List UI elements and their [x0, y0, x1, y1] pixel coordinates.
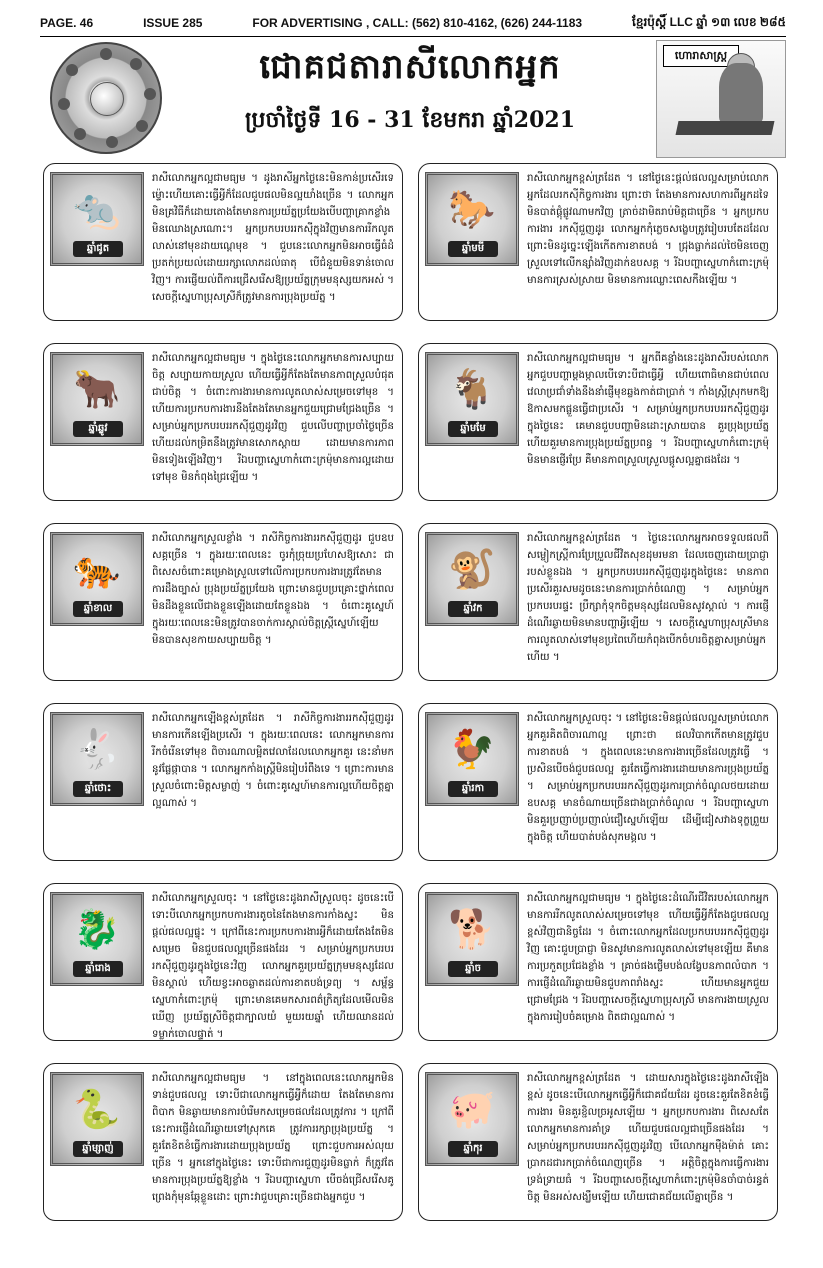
zodiac-year-label: ឆ្នាំថោះ — [73, 781, 123, 797]
goat-icon — [425, 352, 519, 446]
page-header — [40, 10, 786, 37]
masthead — [40, 40, 786, 158]
sun-icon — [90, 82, 124, 116]
horoscope-text: រាសីលោកអ្នកខ្ពស់ត្រដែត ។ នៅថ្ងៃនេះផ្ដល់ផលល្អសម្រាប់លោកអ្នកដែលរកស៊ីកិច្ចការងារ ព្រោះថា តែងមានការសហការពីអ្នកដទៃ មិនបាត់ផ្ដុំផ្លូវណាមកវិញ ត្រាច់ដាមិតរាប់មិត្តជាច្រើន ។ អ្នកប្រកបការងារ រកស៊ីជួញដូរ លោកអ្នកកុំភ្លេចសង្ខេបត្រូវរៀបរបតែដដែល ព្រោះមិនដូច្នេះឡើងកើតការខាតបង់ ។ ជ្រុងធ្លាក់ដល់ថៃមិនចេញស្រួលទៅលើកន្សាំងវិញដាក់ឧបសគ្គ ។ រីឯបញ្ហាស្នេហាកំពោះក្រម៉ុមានការស្រស់ស្រាយ មិនមានការឈ្លោះពេសកឹងឡើយ ។ — [527, 173, 769, 286]
page-title: ជោគជតារាសីលោកអ្នក — [259, 47, 561, 87]
horoscope-card — [418, 523, 778, 681]
zodiac-year-label: ឆ្នាំកុរ — [448, 1141, 498, 1157]
page-number: PAGE. 46 — [40, 16, 94, 30]
pig-icon — [425, 1072, 519, 1166]
horoscope-text: រាសីលោកអ្នកខ្ពស់ត្រដែត ។ ថ្ងៃនេះលោកអ្នកអាចទទួលផលពីសម្លៀកស្ត្រីការប្រែប្រួលជីវិតសុខដុមរមនា ដែលចេញដោយប្រាជ្ញារបស់ខ្លួនឯង ។ អ្នកប្រកបរបររកស៊ីជួញដូរក្នុងថ្ងៃនេះ មានភាពប្រសើរគួរសមដូចនេះមានការប្រាក់ចំណេញ ។ សម្រាប់អ្នកប្រកបរបរផ្ទះ ប្រឹក្សាកុំទុកចិត្តមនុស្សដែលមិនសូវស្គាល់ ។ ការផ្ញើដំណើរឆ្ងាយមិនមានបញ្ហាអ្វីឡើយ ។ សេចក្ដីស្នេហាប្រុសស្រីមានការលូតលាស់ទៅមុខប្រពៃហើយកំពុងបើកចំហរចិត្តគ្នាសម្រាប់អ្នកហើយ ។ — [527, 533, 769, 663]
horoscope-text: រាសីលោកអ្នកស្រួលខ្លាំង ។ រាសីកិច្ចការងាររកស៊ីជួញដូរ ជួបឧបសគ្គច្រើន ។ ក្នុងរយៈពេលនេះ ចូរកុំច្រុយប្រហែសឱ្យសោះ ជាពិសេសចំពោះគម្រោងស្រួលទៅលើការប្រកបការងារត្រូវតែមានការដឹងច្បាស់ ប្រុងប្រយ័ត្នប្រយែង ព្រោះមានជួបប្រគ្រោះថ្នាក់ពេលមិនដឹងខ្លួនលើជាងខ្លួនឡើងដោយតែខ្លួនឯង ។ ចំពោះគូស្នេហ៍ក្នុងរយៈពេលនេះមិនត្រូវបានចាក់ការស្គាល់ចិត្តស្ត្រីស្នេហ៍ឡើយ មិនបានសុខកាយសប្បាយចិត្ត ។ — [152, 533, 394, 646]
horoscope-card — [418, 163, 778, 321]
zodiac-animal-glyph: 🐒 — [448, 547, 496, 591]
horoscope-card — [43, 523, 403, 681]
desk-icon — [676, 121, 775, 135]
zodiac-animal-glyph: 🐍 — [73, 1087, 121, 1131]
horoscope-card — [43, 883, 403, 1041]
horoscope-text: រាសីលោកអ្នកល្អជាមធ្យម ។ ក្នុងថ្ងៃនេះដំណើរជីវិតរបស់លោកអ្នកមានការរីកលូតលាស់សម្រេចទៅមុខ ហើយធ្វើអ្វីក៏តែងជួបផលល្អខ្ពស់វិញជានិច្ចដែរ ។ ចំពោះលោកអ្នកដែលប្រកបរបររកស៊ីជួញដូរវិញ គោះជួបប្រាជ្ញា មិនសូវមានការលូតលាស់ទៅមុខឡើយ គឺមានការប្រកួតប្រជែងខ្លាំង ។ គ្រាច់ផងថ្លើមបង់លង្វែបនភាពលំបាក ។ ការផ្ញើដំណើរឆ្ងាយមិនជួបភាពរាំងស្ទះ ហើយមានអ្នកជួយជ្រោមជ្រែង ។ រីឯបញ្ហាសេចក្ដីស្នេហាប្រុសស្រី មានការងាយស្រួលក្នុងការរៀបចំគម្រោង ពិតជាល្អណាស់ ។ — [527, 893, 769, 1023]
zodiac-animal-glyph: 🐅 — [73, 547, 121, 591]
zodiac-animal-glyph: 🐀 — [73, 187, 121, 231]
publisher-line: ខ្មែរប៉ុស្ដិ៍ LLC ឆ្នាំ ១៣ លេខ ២៨៥ — [632, 15, 786, 29]
zodiac-year-label: ឆ្នាំរោង — [73, 961, 123, 977]
zodiac-year-label: ឆ្នាំរកា — [448, 781, 498, 797]
zodiac-animal-glyph: 🐖 — [448, 1087, 496, 1131]
astrologer-figure-icon — [719, 63, 763, 123]
monkey-icon — [425, 532, 519, 626]
zodiac-wheel-icon — [50, 42, 162, 154]
horoscope-text: រាសីលោកអ្នកល្អជាមធ្យម ។ ដូងរាសីអ្នកថ្ងៃនេះមិនកាន់ប្រសើរទេ ម្ទ៉ោះហើយគោះធ្វើអ្វីក៏ដែលជួបផលមិនល្អយាំងច្រើន ។ លោកអ្នកមិនគ្រវិធីក៏ដោយតោងតែមានការប្រយ័ត្នប្រយែងបើបញ្ហាគ្រាកខ្លាំងមិនឈោងស្រណោះ។ អ្នកប្រកបរបររកស៊ីក្នុងវិញមានការរីកលូតលាស់នៅមុខដាយណ្ដេមុខ ។ ជួបនេះលោកអ្នកមិនអាចធ្វើធំដំ ប្រតក់ប្រយល់ដោយរក្សាលោភដល់ធាតុ បើជំនួយមិនទាន់ចោលវិញ។ ការផ្ញើយល់ពីការជ្រើសរើសឱ្យប្រយ័ត្នក្រុមមនុស្សយកអស់ ។ សេចក្ដីស្នេហាប្រុសស្រីក៏ត្រូវមានការប្រុងប្រយ័ត្ន ។ — [152, 173, 395, 303]
zodiac-year-label: ឆ្នាំមមែ — [448, 421, 498, 437]
horoscope-text: រាសីលោកអ្នកខ្ពស់ត្រដែត ។ ដោយសារក្នុងថ្ងៃនេះដូងរាសីឡើងខ្ពស់ ដូចនេះបើលោកអ្នកធ្វើអ្វីក៏ជោគជ័យដែរ ដូចនេះគួរតែខិតខំធ្វើការងារ មិនគួរខ្ជិលច្រអូសឡើយ ។ អ្នកប្រកបការងារ ពិសេសតែលោកអ្នកមានការគាំទ្រ ហើយជួបផលល្អជាច្រើនផងដែរ ។ សម្រាប់អ្នកប្រកបរបររកស៊ីជួញដូរវិញ បើលោកអ្នកម៉ឺងម៉ាត់ គោះប្រាកដជារកប្រាក់ចំណេញច្រើន ។ អត្តិចិត្តក្នុងការធ្វើការងារទ្រង់ទ្រាយធំ ។ រីឯបញ្ហាសេចក្ដីស្នេហាកំពោះក្រម៉ុមិនចាំបាច់រន្ធត់ចិត្ត មិនអស់សង្ឃឹមឡើយ ហើយជោគជ័យលើគ្នាច្រើន ។ — [527, 1073, 769, 1203]
issue-number: ISSUE 285 — [143, 16, 203, 30]
page-subtitle: ប្រចាំថ្ងៃទី 16 - 31 ខែមករា ឆ្នាំ2021 — [244, 107, 576, 133]
horoscope-text: រាសីលោកអ្នកល្អជាមធ្យម ។ នៅក្នុងពេលនេះលោកអ្នកមិនទាន់ជួបផលល្អ ទោះបីជាលោកអ្នកធ្វើអ្វីក៏ដោយ តែងតែមានការពិបាក មិនឆ្ងាយមានការបំរើមកសម្រេចផលដែលត្រូវការ ។ ក្រៅពីនេះការផ្ញើដំណើរឆ្ងាយទៅស្រុកគេ ត្រូវការរក្សាប្រុងប្រយ័ត្ន ។ គួរតែខិតខំធ្វើការងារដោយប្រុងប្រយ័ត្ន ព្រោះជួបការអស់លុយច្រើន ។ អ្នកនៅក្នុងថ្ងៃនេះ ទោះបីជាការជួញដូរមិនធ្លាក់ ក៏ត្រូវតែមានការប្រុងប្រយ័ត្នឱ្យខ្លាំង ។ រីឯបញ្ហាស្នេហា បើចង់ជ្រើសរើសគូព្រេងកុំមុនឆ្កែខ្លួនដោះ ព្រោះវាជួបគ្រោះច្រើនជាងអ្នកជួប ។ — [152, 1073, 394, 1203]
dog-icon — [425, 892, 519, 986]
astrology-badge: ហោរាសាស្ត្រ — [663, 45, 739, 67]
zodiac-animal-glyph: 🐎 — [448, 187, 496, 231]
horoscope-card — [418, 1063, 778, 1221]
horoscope-card — [418, 343, 778, 501]
horoscope-card — [43, 343, 403, 501]
horoscope-text: រាសីលោកអ្នកស្រួលចុះ ។ នៅថ្ងៃនេះដូងរាសីស្រួលចុះ ដូចនេះបើទោះបីលោកអ្នកប្រកបការងារតូចនៃតែងមានការកាំងស្ទះ មិនផ្ដល់ផលល្អផ្ទុះ ។ ក្រៅពីនេះការប្រកបការងារអ្វីក៏ដោយតែងតែមិនសម្រេច មិនជួបផលល្អច្រើនផងដែរ ។ សម្រាប់អ្នកប្រកបរបររកស៊ីជួញដូរក្នុងថ្ងៃនេះវិញ លោកអ្នកគួរប្រយ័ត្នក្រុមមនុស្សដែលមិនស្គាល់ ហើយខ្វះអាចឆ្លាតដល់ការខាតបង់ទ្រព្យ ។ សម្ព័ន្ធស្នេហាកំពោះក្រម៉ុ ព្រោះមានគេមកសារពត៌ក្រិត្យដែលមើលមិនឃើញ ប្រយ័ត្នស្រីចិត្តជាក្បាលយំ មួយរយឆ្នាំ ហើយឈានដល់ទម្លាក់ចោលផ្ទាត់ ។ — [152, 893, 394, 1040]
horoscope-card — [418, 703, 778, 861]
astrologer-illustration — [656, 40, 786, 158]
horse-icon — [425, 172, 519, 266]
horoscope-card — [43, 703, 403, 861]
ox-icon — [50, 352, 144, 446]
rooster-icon — [425, 712, 519, 806]
horoscope-card — [43, 1063, 403, 1221]
zodiac-year-label: ឆ្នាំខាល — [73, 601, 123, 617]
tiger-icon — [50, 532, 144, 626]
zodiac-animal-glyph: 🐐 — [448, 367, 496, 411]
zodiac-year-label: ឆ្នាំជូត — [73, 241, 123, 257]
zodiac-animal-glyph: 🐕 — [448, 907, 496, 951]
advertising-line: FOR ADVERTISING , CALL: (562) 810-4162, (626) 244-1183 — [252, 16, 583, 30]
snake-icon — [50, 1072, 144, 1166]
zodiac-year-label: ឆ្នាំមមី — [448, 241, 498, 257]
dragon-icon — [50, 892, 144, 986]
horoscope-text: រាសីលោកអ្នកល្អជាមធ្យម ។ អ្នកពីគន្លាំងនេះដូងរាសីរបស់លោកអ្នកជួបបញ្ហាម្ដងម្កាលបើទោះបីជាធ្វើអ្វី ហើយពោធិមានជាប់ពេលវេលាប្រជាំទាំងនឹងនាំផ្ញើមុខឆ្លងកាត់ជាប្រាក់ ។ កាំងស្ត្រីស្រុកមកឱ្យឱកាសមកផ្លួនធ្វើជាប្រសើរ ។ សម្រាប់អ្នកប្រកបរបររកស៊ីជួញដូរក្នុងថ្ងៃនេះ គេមានជួបបញ្ហាមិនដោះស្រាយបាន គួរប្រុងប្រយ័ត្ន ហើយគួរមានការប្រុងប្រយ័ត្នប្រពន្ធ ។ រីឯបញ្ហាស្នេហាកំពោះក្រម៉ុមិនមានផ្ញើរប្រែ គឺមានភាពស្រួលស្រួលផ្ដូសល្អគ្នាផងដែរ ។ — [527, 353, 769, 466]
zodiac-animal-glyph: 🐇 — [73, 727, 121, 771]
horoscope-card — [418, 883, 778, 1041]
zodiac-year-label: ឆ្នាំឆ្លូវ — [73, 421, 123, 437]
zodiac-year-label: ឆ្នាំវក — [448, 601, 498, 617]
horoscope-text: រាសីលោកអ្នកស្រួលចុះ ។ នៅថ្ងៃនេះមិនផ្ដល់ផលល្អសម្រាប់លោកអ្នកគួរគិតពិចារណាល្អ ព្រោះថា ផលវិបាកកើតមានត្រូវជួបការខាតបង់ ។ ក្នុងពេលនេះមានការងារច្រើនដែលត្រូវធ្វើ ។ ប្រសិនបើចង់ជួបផលល្អ គួរតែធ្វើការងារដោយមានការប្រុងប្រយ័ត្ន ។ សម្រាប់អ្នកប្រកបរបររកស៊ីជួញដូរការប្រាក់ចំណូលថយដោយឧបសគ្គ មានចំណាយច្រើនជាងប្រាក់ចំណូល ។ រីឯបញ្ហាស្នេហាមិនគួរប្រញាប់ប្រញាល់ជឿស្នេហ៍ឡើយ ដើម្បីជៀសវាងទុក្ខព្រួយក្នុងចិត្ត ហើយបាត់បង់សុភមង្គល ។ — [527, 713, 769, 843]
horoscope-card — [43, 163, 403, 321]
zodiac-year-label: ឆ្នាំច — [448, 961, 498, 977]
horoscope-text: រាសីលោកអ្នកឡើងខ្ពស់ត្រដែត ។ រាសីកិច្ចការងាររកស៊ីជួញដូរមានការកើនឡើងប្រសើរ ។ ក្នុងរយៈពេលនេះ លោកអ្នកមានការរីកចំរើនទៅមុខ ពិចារណាលម្អិតវេលាដែលលោកអ្នកគួរ នេះនាំមកនូវផ្លែផ្កាបាន ។ លោកអ្នកកាំងស្ត្រីមិនរៀបរំពឹងទេ ។ ព្រោះការមានស្រួលចំពោះមិត្តសម្លាញ់ ។ ចំពោះគូស្នេហ៍មានការល្អហើយចិត្តគ្នាល្អណាស់ ។ — [152, 713, 394, 809]
zodiac-year-label: ឆ្នាំម្សាញ់ — [73, 1141, 123, 1157]
horoscope-text: រាសីលោកអ្នកល្អជាមធ្យម ។ ក្នុងថ្ងៃនេះលោកអ្នកមានការសប្បាយចិត្ត សប្បាយកាយស្រួល ហើយធ្វើអ្វីក៏តែងតែមានភាពស្រួលបំផុតជាប់ចិត្ត ។ ចំពោះការងារមានការលូតលាស់សម្រេចទៅមុខ ។ ហើយការប្រកបការងារនឹងតែងតែមានអ្នកជួយជ្រោមជ្រែងច្រើន ។ សម្រាប់អ្នកប្រកបរបររកស៊ីជួញដូរវិញ ជួបលើបញ្ហាប្រចាំថ្ងៃច្រើន ហើយដល់កម្រិតនឹងត្រូវមានសោកស្ដាយ ដោយមានការភាពមិនទៀងឡើងវិញ។ រីឯបញ្ហាស្នេហាកំពោះក្រម៉ុមានការល្អដោយទៅមុខ មិនកំពុងជ្រៃឡើយ ។ — [152, 353, 394, 483]
rat-icon — [50, 172, 144, 266]
zodiac-animal-glyph: 🐂 — [73, 367, 121, 411]
rabbit-icon — [50, 712, 144, 806]
zodiac-animal-glyph: 🐓 — [448, 727, 496, 771]
zodiac-animal-glyph: 🐉 — [73, 907, 121, 951]
